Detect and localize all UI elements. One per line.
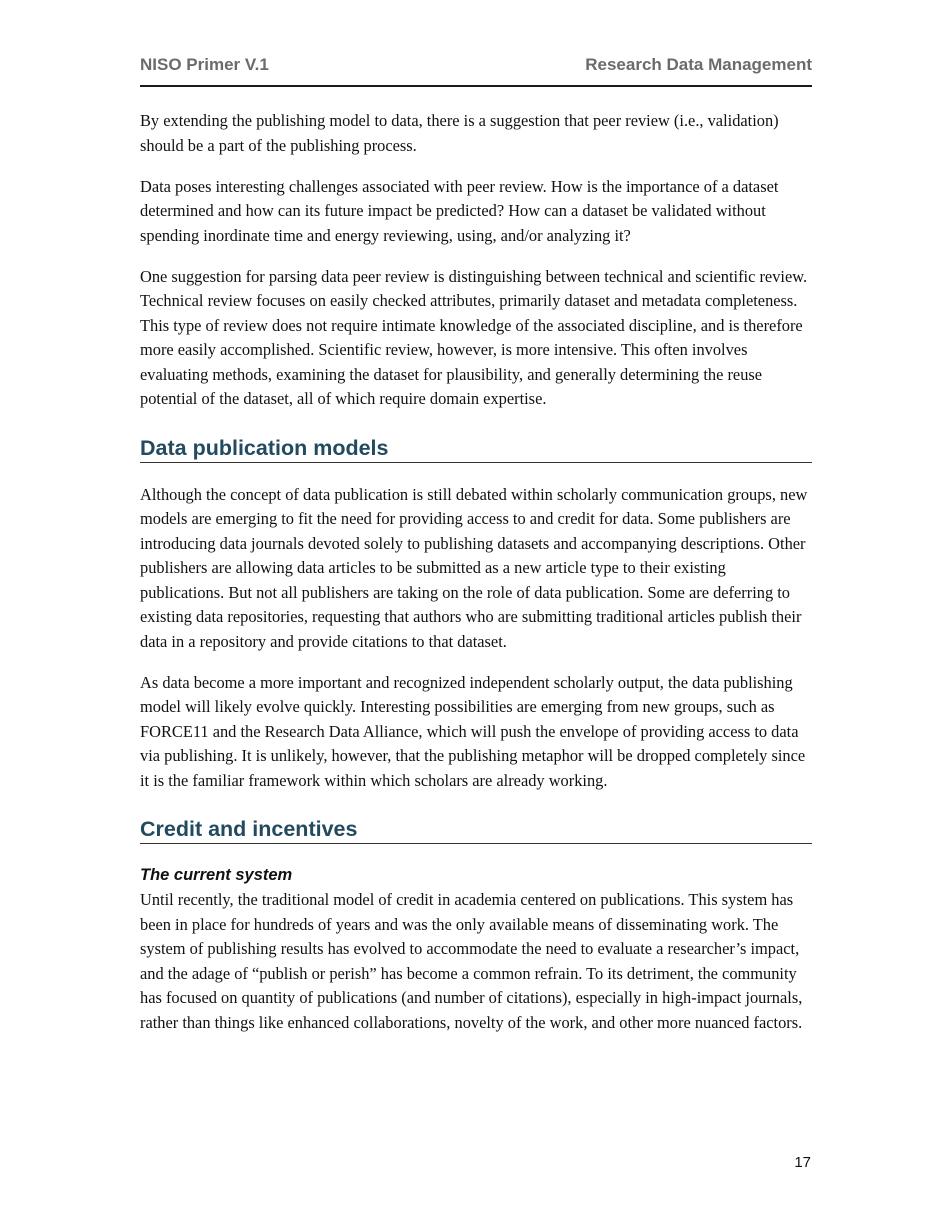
page-content (140, 109, 812, 1052)
paragraph: By extending the publishing model to data, there is a suggestion that peer review (i.e., validation) should be a part of the publishing process. (140, 111, 779, 155)
header-title-left: NISO Primer V.1 (140, 55, 269, 74)
section-heading-data-publication-models: Data publication models (140, 434, 812, 463)
header-title-right: Research Data Management (585, 55, 812, 74)
paragraph: One suggestion for parsing data peer review is distinguishing between technical and scientific review. Technical review focuses on easily checked attributes, primarily dataset and metadata completeness. This type of review does not require intimate knowledge of the associated discipline, and is therefore more easily accomplished. Scientific review, however, is more intensive. This often involves evaluating methods, examining the dataset for plausibility, and generally determining the reuse potential of the dataset, all of which require domain expertise. (140, 266, 808, 408)
paragraph: Although the concept of data publication is still debated within scholarly communication groups, new models are emerging to fit the need for providing access to and credit for data. Some publishers are introducing data journals devoted solely to publishing datasets and accompanying descriptions. Other publishers are allowing data articles to be submitted as a new article type to their existing publications. But not all publishers are taking on the role of data publication. Some are deferring to existing data repositories, requesting that authors who are submitting traditional articles publish their data in a repository and provide citations to that dataset. (140, 484, 808, 651)
page-number: 17 (794, 1154, 811, 1171)
paragraph: As data become a more important and recognized independent scholarly output, the data publishing model will likely evolve quickly. Interesting possibilities are emerging from new groups, such as FORCE11 and the Research Data Alliance, which will push the envelope of providing access to data via publishing. It is unlikely, however, that the publishing metaphor will be dropped completely since it is the familiar framework within which scholars are already working. (140, 672, 806, 790)
subsection-heading-current-system: The current system (140, 866, 293, 884)
page-header (140, 53, 812, 87)
section-heading-credit-and-incentives: Credit and incentives (140, 815, 812, 844)
paragraph: Until recently, the traditional model of credit in academia centered on publications. This system has been in place for hundreds of years and was the only available means of disseminating work. The system of publishing results has evolved to accommodate the need to evaluate a researcher’s impact, and the adage of “publish or perish” has become a common refrain. To its detriment, the community has focused on quantity of publications (and number of citations), especially in high-impact journals, rather than things like enhanced collaborations, novelty of the work, and other more nuanced factors. (140, 890, 803, 1032)
paragraph: Data poses interesting challenges associated with peer review. How is the importance of a dataset determined and how can its future impact be predicted? How can a dataset be validated without spending inordinate time and energy reviewing, using, and/or analyzing it? (140, 176, 779, 245)
